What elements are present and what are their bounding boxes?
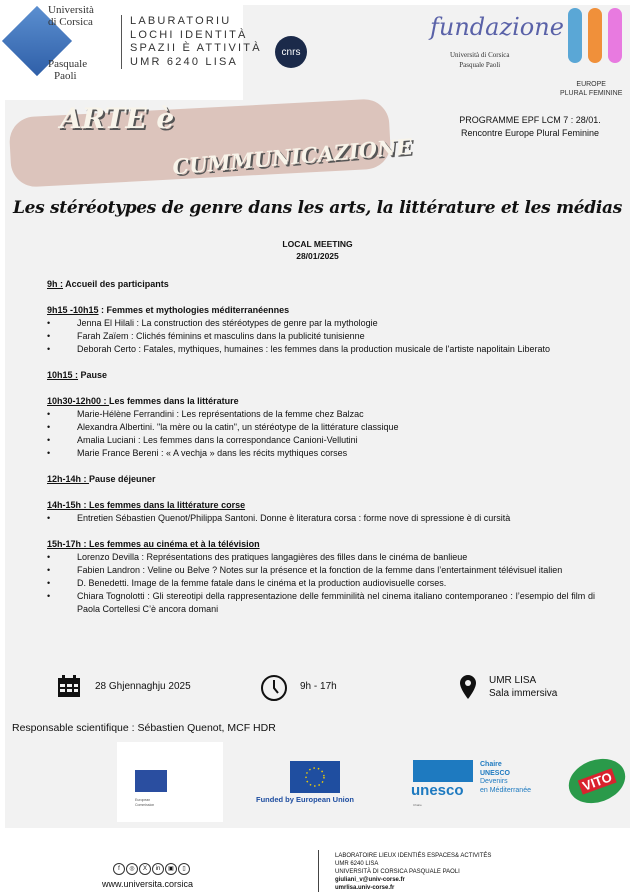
eu-flag-icon: [290, 761, 340, 793]
cnrs-logo: cnrs: [275, 36, 307, 68]
location-line: UMR LISA: [489, 675, 537, 686]
vito-text: VITO: [577, 768, 616, 794]
session-heading: [47, 278, 595, 291]
session-time: 9h15 -10h15: [47, 305, 99, 315]
session-heading: [47, 395, 595, 408]
session: [47, 304, 595, 356]
talk-item: • Farah Zaïem : Clichés féminins et masculins dans la publicité tunisienne: [47, 330, 595, 343]
programme-line: PROGRAMME EPF LCM 7 : 28/01.: [459, 115, 601, 125]
email-link[interactable]: giuliani_v@univ-corse.fr: [335, 877, 405, 883]
talk-item: • D. Benedetti. Image de la femme fatale dans le cinéma et la production audiovisuelle corses.: [47, 577, 595, 590]
figure-blue-icon: [568, 8, 582, 63]
programme-line: Rencontre Europe Plural Feminine: [460, 128, 600, 138]
unesco-wordmark: unesco: [411, 782, 464, 799]
epf-logo-text: [560, 80, 622, 98]
subtitle: Les stéréotypes de genre dans les arts, la littérature et les médias: [12, 198, 623, 218]
session: [47, 538, 595, 616]
figure-orange-icon: [588, 8, 602, 63]
unesco-emblem: [413, 760, 473, 782]
ec-line: Commission: [135, 803, 155, 807]
meeting-label: LOCAL MEETING: [282, 239, 353, 249]
session-time: 10h30-12h00 :: [47, 396, 110, 406]
lab-line: SPAZII È ATTIVITÀ: [130, 42, 262, 54]
session-heading: [47, 499, 595, 512]
session-title: Les femmes dans la littérature: [109, 396, 239, 406]
fundazione-sub-line: Pasquale Paoli: [459, 61, 501, 69]
session: [47, 369, 595, 382]
session-heading: [47, 473, 595, 486]
programme-info: [440, 114, 620, 140]
session-title: Accueil des participants: [63, 279, 169, 289]
unesco-line: Devenirs: [480, 778, 508, 785]
title-line1: ARTE è: [60, 102, 175, 135]
footer-divider: [318, 850, 319, 892]
unesco-chair-text: [480, 761, 531, 795]
ec-line: European: [135, 798, 151, 802]
epf-line: PLURAL FEMININE: [560, 90, 623, 97]
social-icon[interactable]: X: [139, 863, 151, 875]
event-hours: 9h - 17h: [300, 681, 337, 692]
talk-item: • Fabien Landron : Veline ou Belve ? Notes sur la présence et la fonction de la femme dans l’entertainment télévisuel italien: [47, 564, 595, 577]
university-line: Pasquale: [48, 58, 88, 70]
fundazione-sub-line: Università di Corsica: [450, 51, 510, 59]
session-time: 15h-17h : Les femmes au cinéma et à la télévision: [47, 539, 260, 549]
university-logo-text: [48, 4, 94, 82]
laboratory-name: [121, 15, 262, 69]
fundazione-subtitle: [450, 50, 510, 70]
session-heading: [47, 369, 595, 382]
session-title: Pause déjeuner: [89, 474, 156, 484]
session-title: : Femmes et mythologies méditerranéennes: [98, 305, 290, 315]
university-line: di Corsica: [48, 16, 93, 28]
social-icon[interactable]: ◎: [126, 863, 138, 875]
session-heading: [47, 304, 595, 317]
talk-item: • Deborah Certo : Fatales, mythiques, humaines : les femmes dans la production musicale de l'artiste napolitain Liberato: [47, 343, 595, 356]
location-pin-icon: [460, 675, 476, 703]
programme-schedule: [47, 278, 595, 616]
session-heading: [47, 538, 595, 551]
talk-item: • Amalia Luciani : Les femmes dans la correspondance Canioni-Vellutini: [47, 434, 595, 447]
lab-line: UMR 6240 LISA: [130, 55, 239, 68]
session: [47, 395, 595, 460]
address-line: UMR 6240 LISA: [335, 861, 379, 867]
footer-address: [335, 852, 491, 892]
meeting-date: 28/01/2025: [296, 250, 339, 261]
social-icon[interactable]: in: [152, 863, 164, 875]
lab-website-link[interactable]: umrlisa.univ-corse.fr: [335, 885, 395, 891]
website-link[interactable]: www.universita.corsica: [102, 879, 194, 889]
talk-item: • Marie France Bereni : « A vechja » dans les récits mythiques corses: [47, 447, 595, 460]
european-commission-logo: [117, 742, 223, 822]
social-icon[interactable]: ▯: [178, 863, 190, 875]
social-icon[interactable]: f: [113, 863, 125, 875]
lab-line: LOCHI IDENTITÀ: [130, 28, 248, 41]
session-time: 9h :: [47, 279, 64, 289]
session: [47, 499, 595, 525]
address-line: LABORATOIRE LIEUX IDENTIÉS ESPACES& ACTIVITÉS: [335, 853, 492, 859]
university-line: Paoli: [54, 70, 77, 82]
unesco-line: UNESCO: [480, 769, 510, 777]
university-line: Università: [48, 4, 94, 16]
meeting-info: [0, 239, 635, 262]
calendar-icon: [57, 674, 81, 702]
session-title: Pause: [78, 370, 108, 380]
session-time: 10h15 :: [47, 370, 79, 380]
talk-item: • Chiara Tognolotti : Gli stereotipi della rappresentazione delle femminilità nel cinema italiano contemporaneo : l’esempio del film di Paola Cortellesi C’è ancora domani: [47, 590, 595, 616]
session: [47, 473, 595, 486]
talk-item: • Marie-Hélène Ferrandini : Les représentations de la femme chez Balzac: [47, 408, 595, 421]
session-time: 12h-14h :: [47, 474, 90, 484]
address-line: UNIVERSITÀ DI CORSICA PASQUALE PAOLI: [335, 869, 460, 875]
talk-item: • Lorenzo Devilla : Représentations des pratiques langagières des filles dans le cinéma de banlieue: [47, 551, 595, 564]
fundazione-logo: fundazione: [430, 13, 564, 41]
social-icons: [113, 863, 190, 875]
unesco-line: en Méditerranée: [480, 786, 531, 794]
event-location: [489, 674, 557, 700]
social-icon[interactable]: ▣: [165, 863, 177, 875]
scientific-responsible: Responsable scientifique : Sébastien Quenot, MCF HDR: [12, 722, 276, 734]
unesco-chaire-small: Chaire: [413, 803, 422, 807]
lab-line: LABURATORIU: [130, 15, 232, 27]
figure-pink-icon: [608, 8, 622, 63]
epf-line: EUROPE: [576, 81, 606, 88]
title-line2: CUMMUNICAZIONE: [171, 133, 414, 180]
session-time: 14h-15h : Les femmes dans la littérature corse: [47, 500, 246, 510]
talk-item: • Entretien Sébastien Quenot/Philippa Santoni. Donne è literatura corsa : forme nove di spressione è di cursità: [47, 512, 595, 525]
session: [47, 278, 595, 291]
location-line: Sala immersiva: [489, 688, 558, 699]
clock-icon: [260, 674, 288, 706]
event-date: 28 Ghjennaghju 2025: [95, 681, 191, 692]
talk-item: • Jenna El Hilali : La construction des stéréotypes de genre par la mythologie: [47, 317, 595, 330]
unesco-line: Chaire: [480, 761, 502, 768]
talk-item: • Alexandra Albertini. "la mère ou la catin", un stéréotype de la littérature classique: [47, 421, 595, 434]
funded-by-eu-text: Funded by European Union: [256, 795, 354, 804]
